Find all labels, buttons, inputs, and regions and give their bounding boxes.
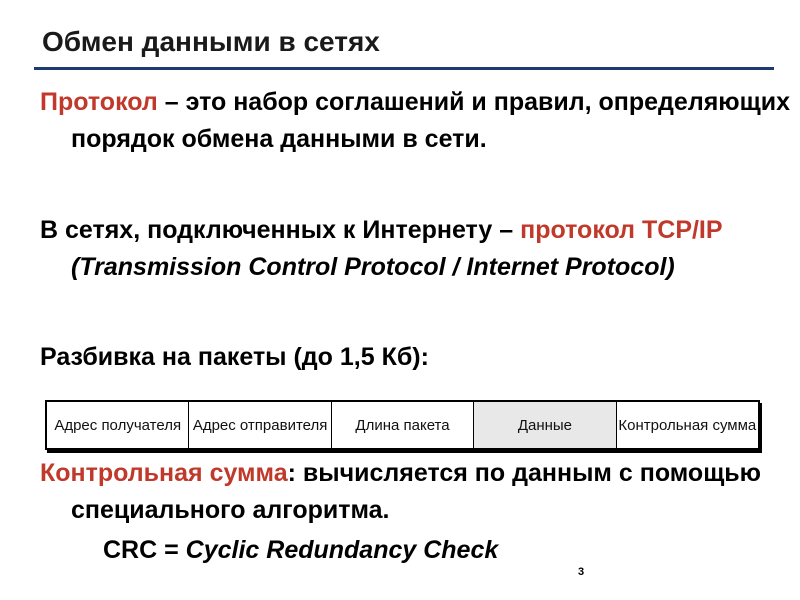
packet-field-sender-address: Адрес отправителя (189, 402, 331, 448)
protocol-definition-text: – это набор соглашений и правил, определяющих порядок обмена данными в сети. (71, 88, 791, 153)
packet-field-checksum: Контрольная сумма (618, 416, 757, 434)
slide-title: Обмен данными в сетях (42, 26, 380, 57)
packet-field-data: Данные (474, 402, 616, 448)
checksum-term: Контрольная сумма (40, 459, 288, 487)
crc-prefix: CRC = (103, 536, 186, 564)
crc-line (103, 532, 498, 569)
packet-field-recipient-address: Адрес получателя (47, 402, 189, 448)
page-number: 3 (578, 566, 585, 578)
tcp-ip-expansion: (Transmission Control Protocol / Internet Protocol) (71, 253, 675, 281)
packet-field-length: Длина пакета (332, 402, 474, 448)
internet-protocol-paragraph (40, 212, 800, 286)
packet-split-paragraph: Разбивка на пакеты (до 1,5 Кб): (40, 343, 429, 371)
protocol-term: Протокол (40, 88, 158, 116)
checksum-paragraph (40, 455, 800, 529)
checksum-text: : вычисляется по данным с помощью специального алгоритма. (71, 459, 762, 524)
internet-protocol-text: В сетях, подключенных к Интернету – (40, 216, 521, 244)
packet-structure-table (45, 400, 760, 450)
tcp-ip-term: протокол TCP/IP (520, 216, 723, 244)
title-underline (34, 67, 774, 70)
protocol-definition (40, 84, 800, 158)
crc-expansion: Cyclic Redundancy Check (185, 536, 499, 564)
